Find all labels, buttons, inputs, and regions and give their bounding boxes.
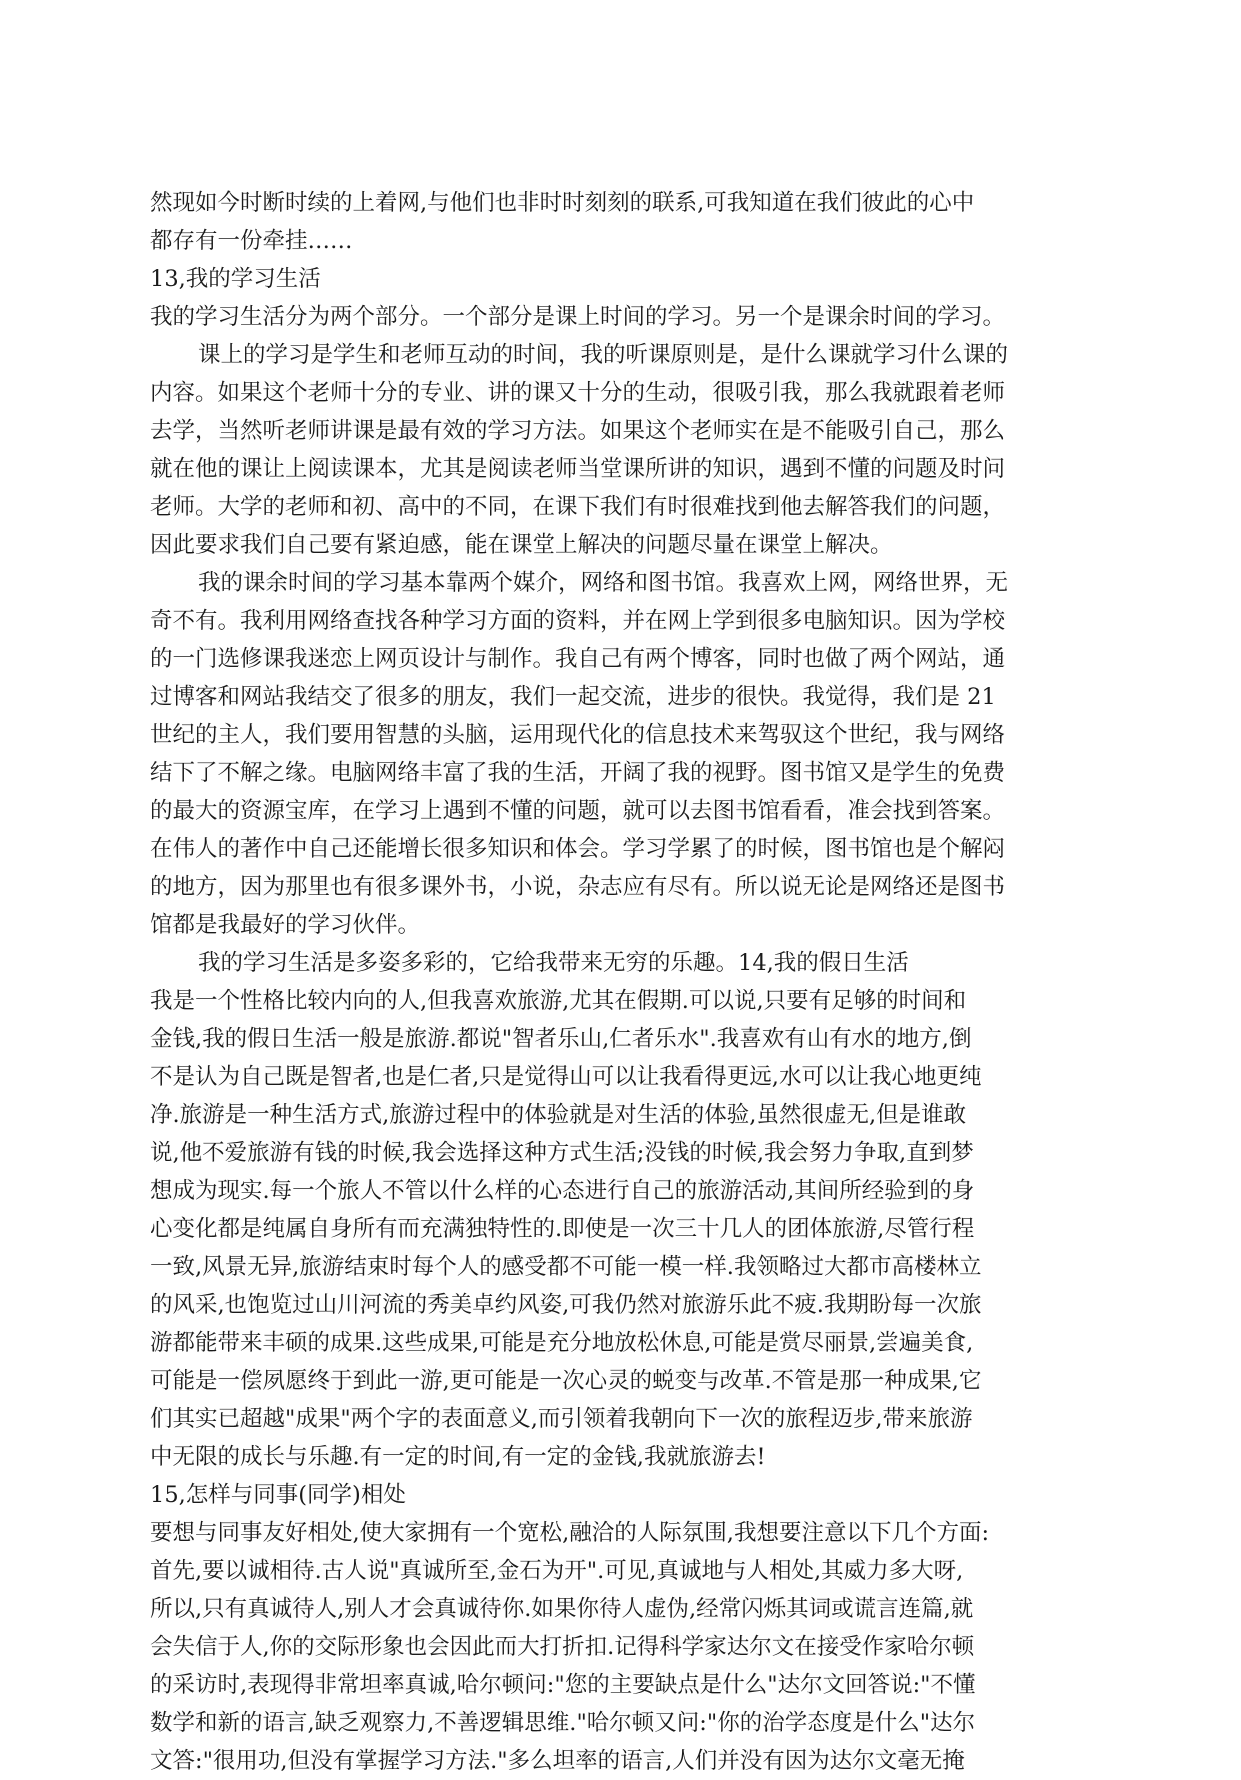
text-line: 的采访时,表现得非常坦率真诚,哈尔顿问:"您的主要缺点是什么"达尔文回答说:"不懂 [150,1672,976,1698]
text-line: 13,我的学习生活 [150,266,321,292]
text-line: 世纪的主人，我们要用智慧的头脑，运用现代化的信息技术来驾驭这个世纪，我与网络 [150,722,1006,748]
text-line: 在伟人的著作中自己还能增长很多知识和体会。学习学累了的时候，图书馆也是个解闷 [150,836,1006,862]
text-line: 说,他不爱旅游有钱的时候,我会选择这种方式生活;没钱的时候,我会努力争取,直到梦 [150,1140,974,1166]
text-line: 所以,只有真诚待人,别人才会真诚待你.如果你待人虚伪,经常闪烁其词或谎言连篇,就 [150,1596,974,1622]
text-line: 要想与同事友好相处,使大家拥有一个宽松,融洽的人际氛围,我想要注意以下几个方面: [150,1520,990,1546]
text-line: 我的课余时间的学习基本靠两个媒介，网络和图书馆。我喜欢上网，网络世界，无 [198,570,1009,596]
text-line: 们其实已超越"成果"两个字的表面意义,而引领着我朝向下一次的旅程迈步,带来旅游 [150,1406,973,1432]
text-line: 想成为现实.每一个旅人不管以什么样的心态进行自己的旅游活动,其间所经验到的身 [150,1178,975,1204]
text-line: 因此要求我们自己要有紧迫感，能在课堂上解决的问题尽量在课堂上解决。 [150,532,893,558]
text-line: 的一门选修课我迷恋上网页设计与制作。我自己有两个博客，同时也做了两个网站，通 [150,646,1006,672]
text-line: 一致,风景无异,旅游结束时每个人的感受都不可能一模一样.我领略过大都市高楼林立 [150,1254,982,1280]
text-line: 的最大的资源宝库，在学习上遇到不懂的问题，就可以去图书馆看看，准会找到答案。 [150,798,1006,824]
text-line: 我是一个性格比较内向的人,但我喜欢旅游,尤其在假期.可以说,只要有足够的时间和 [150,988,967,1014]
text-line: 15,怎样与同事(同学)相处 [150,1482,406,1508]
text-line: 我的学习生活分为两个部分。一个部分是课上时间的学习。另一个是课余时间的学习。 [150,304,1006,330]
text-line: 首先,要以诚相待.古人说"真诚所至,金石为开".可见,真诚地与人相处,其威力多大呀, [150,1558,964,1584]
text-line: 的地方，因为那里也有很多课外书，小说，杂志应有尽有。所以说无论是网络还是图书 [150,874,1006,900]
text-line: 游都能带来丰硕的成果.这些成果,可能是充分地放松休息,可能是赏尽丽景,尝遍美食, [150,1330,974,1356]
text-line: 内容。如果这个老师十分的专业、讲的课又十分的生动，很吸引我，那么我就跟着老师 [150,380,1006,406]
document-page [150,184,1100,1780]
text-line: 我的学习生活是多姿多彩的，它给我带来无穷的乐趣。14,我的假日生活 [198,950,909,976]
text-line: 都存有一份牵挂…… [150,228,353,254]
text-line: 课上的学习是学生和老师互动的时间，我的听课原则是，是什么课就学习什么课的 [198,342,1009,368]
text-line: 中无限的成长与乐趣.有一定的时间,有一定的金钱,我就旅游去! [150,1444,766,1470]
text-line: 净.旅游是一种生活方式,旅游过程中的体验就是对生活的体验,虽然很虚无,但是谁敢 [150,1102,967,1128]
text-line: 老师。大学的老师和初、高中的不同，在课下我们有时很难找到他去解答我们的问题， [150,494,1006,520]
text-line: 文答:"很用功,但没有掌握学习方法."多么坦率的语言,人们并没有因为达尔文毫无掩 [150,1748,965,1774]
text-line: 就在他的课让上阅读课本，尤其是阅读老师当堂课所讲的知识，遇到不懂的问题及时问 [150,456,1006,482]
text-line: 馆都是我最好的学习伙伴。 [150,912,421,938]
text-line: 数学和新的语言,缺乏观察力,不善逻辑思维."哈尔顿又问:"你的治学态度是什么"达尔 [150,1710,976,1736]
text-line: 心变化都是纯属自身所有而充满独特性的.即使是一次三十几人的团体旅游,尽管行程 [150,1216,975,1242]
text-line: 会失信于人,你的交际形象也会因此而大打折扣.记得科学家达尔文在接受作家哈尔顿 [150,1634,975,1660]
text-line: 金钱,我的假日生活一般是旅游.都说"智者乐山,仁者乐水".我喜欢有山有水的地方,倒 [150,1026,972,1052]
text-line: 不是认为自己既是智者,也是仁者,只是觉得山可以让我看得更远,水可以让我心地更纯 [150,1064,982,1090]
text-line: 的风采,也饱览过山川河流的秀美卓约风姿,可我仍然对旅游乐此不疲.我期盼每一次旅 [150,1292,982,1318]
text-line: 去学，当然听老师讲课是最有效的学习方法。如果这个老师实在是不能吸引自己，那么 [150,418,1006,444]
text-line: 过博客和网站我结交了很多的朋友，我们一起交流，进步的很快。我觉得，我们是 21 [150,684,996,710]
text-line: 然现如今时断时续的上着网,与他们也非时时刻刻的联系,可我知道在我们彼此的心中 [150,190,975,216]
text-line: 结下了不解之缘。电脑网络丰富了我的生活，开阔了我的视野。图书馆又是学生的免费 [150,760,1006,786]
text-line: 奇不有。我利用网络查找各种学习方面的资料，并在网上学到很多电脑知识。因为学校 [150,608,1006,634]
text-line: 可能是一偿夙愿终于到此一游,更可能是一次心灵的蜕变与改革.不管是那一种成果,它 [150,1368,982,1394]
